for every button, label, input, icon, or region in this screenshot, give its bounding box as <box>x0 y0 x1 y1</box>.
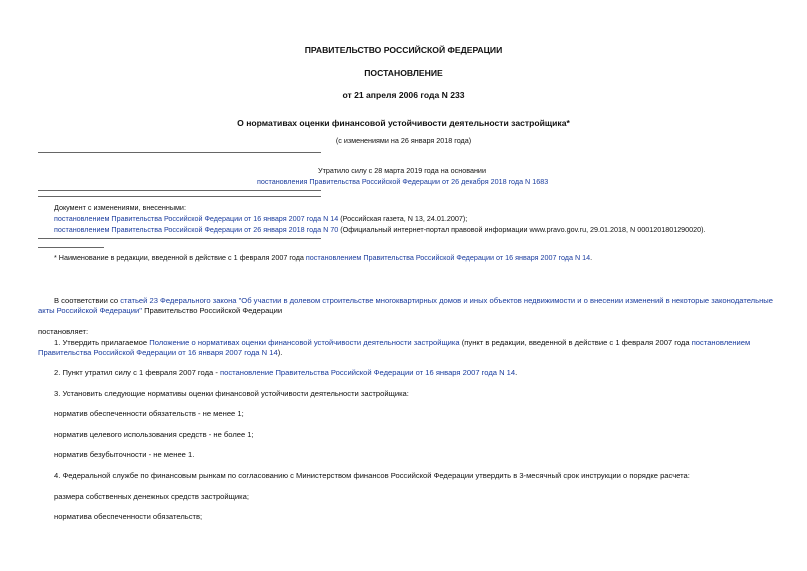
change-link[interactable]: постановлением Правительства Российской Федерации от 26 января 2018 года N 70 <box>54 225 339 234</box>
divider <box>38 190 321 191</box>
preamble <box>38 296 773 316</box>
preamble-text: В соответствии со <box>54 296 121 305</box>
document-title: О нормативах оценки финансовой устойчивости деятельности застройщика* <box>237 118 570 128</box>
paragraph-1 <box>38 338 773 358</box>
list-item: норматива обеспеченности обязательств; <box>54 512 203 521</box>
footnote-text: * Наименование в редакции, введенной в действие с 1 февраля 2007 года <box>54 253 306 262</box>
p1-text: ). <box>277 348 283 357</box>
amendment-note: (с изменениями на 26 января 2018 года) <box>335 136 472 145</box>
change-source: (Российская газета, N 13, 24.01.2007); <box>338 214 468 223</box>
footnote-divider <box>38 247 104 248</box>
regulation-link[interactable]: Положение о нормативах оценки финансовой устойчивости деятельности застройщика <box>149 338 460 347</box>
divider <box>38 196 321 197</box>
footnote-link[interactable]: постановлением Правительства Российской Федерации от 16 января 2007 года N 14 <box>305 253 591 262</box>
norm-item: норматив безубыточности - не менее 1. <box>54 450 195 459</box>
list-item: размера собственных денежных средств застройщика; <box>54 492 249 501</box>
paragraph-2 <box>54 368 517 378</box>
norm-item: норматив целевого использования средств - не более 1; <box>54 430 254 439</box>
footnote-end: . <box>590 253 593 262</box>
status-link[interactable]: постановления Правительства Российской Федерации от 26 декабря 2018 года N 1683 <box>257 177 549 186</box>
paragraph-3: 3. Установить следующие нормативы оценки финансовой устойчивости деятельности застройщика: <box>54 389 409 398</box>
p1-text: 1. Утвердить прилагаемое <box>54 338 150 347</box>
change-source: (Официальный интернет-портал правовой информации www.pravo.gov.ru, 29.01.2018, N 0001201801290020). <box>338 225 706 234</box>
change-item <box>54 214 467 224</box>
footnote <box>54 253 592 263</box>
government-heading: ПРАВИТЕЛЬСТВО РОССИЙСКОЙ ФЕДЕРАЦИИ <box>304 45 503 55</box>
changes-heading: Документ с изменениями, внесенными: <box>54 203 186 212</box>
change-item <box>54 225 706 235</box>
norm-item: норматив обеспеченности обязательств - не менее 1; <box>54 409 244 418</box>
p2-text: 2. Пункт утратил силу с 1 февраля 2007 года - <box>54 368 220 377</box>
p2-link[interactable]: постановление Правительства Российской Федерации от 16 января 2007 года N 14 <box>220 368 516 377</box>
paragraph-4: 4. Федеральной службе по финансовым рынкам по согласованию с Министерством финансов Российской Федерации утвердить в 3-месячный срок инструкции о порядке расчета: <box>54 471 690 480</box>
divider <box>38 238 321 239</box>
law-link[interactable]: статьей 23 Федерального закона "Об участии в долевом строительстве многоквартирных домов и иных объектов недвижимости и о внесении изменений в некоторые законодательные акты Российской Федерации" <box>38 296 773 315</box>
document-type: ПОСТАНОВЛЕНИЕ <box>364 68 443 78</box>
divider <box>38 152 321 153</box>
decides-label: постановляет: <box>38 327 89 336</box>
p1-text: (пункт в редакции, введенной в действие с 1 февраля 2007 года <box>459 338 692 347</box>
change-link[interactable]: постановлением Правительства Российской Федерации от 16 января 2007 года N 14 <box>54 214 339 223</box>
p1-amend-link[interactable]: постановлением Правительства Российской Федерации от 16 января 2007 года N 14 <box>38 338 751 357</box>
document-date-number: от 21 апреля 2006 года N 233 <box>342 90 465 100</box>
p2-text: . <box>515 368 518 377</box>
status-text: Утратило силу с 28 марта 2019 года на основании <box>318 166 486 175</box>
preamble-text: Правительство Российской Федерации <box>141 306 283 315</box>
